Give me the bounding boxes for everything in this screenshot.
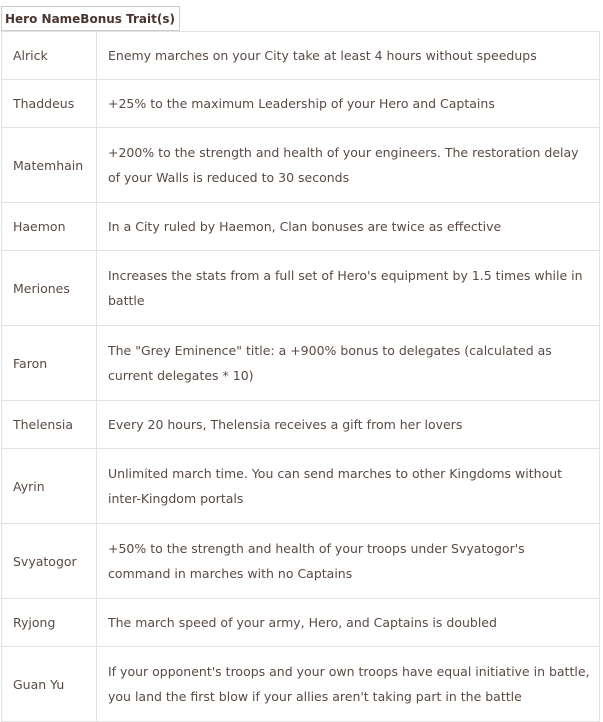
bonus-trait-cell: The "Grey Eminence" title: a +900% bonus to delegates (calculated as current delegates * 10): [97, 326, 600, 401]
table-row: [2, 128, 600, 203]
bonus-trait-cell: If your opponent's troops and your own troops have equal initiative in battle, you land the first blow if your allies aren't taking part in the battle: [97, 647, 600, 722]
hero-name-cell: Thaddeus: [2, 80, 97, 128]
table-row: [2, 203, 600, 251]
table-row: [2, 449, 600, 524]
bonus-trait-cell: +25% to the maximum Leadership of your Hero and Captains: [97, 80, 600, 128]
hero-name-cell: Ryjong: [2, 599, 97, 647]
hero-name-cell: Ayrin: [2, 449, 97, 524]
hero-name-cell: Thelensia: [2, 401, 97, 449]
bonus-trait-cell: Increases the stats from a full set of Hero's equipment by 1.5 times while in battle: [97, 251, 600, 326]
table-row: [2, 251, 600, 326]
hero-name-cell: Faron: [2, 326, 97, 401]
table-row: [2, 647, 600, 722]
bonus-trait-cell: In a City ruled by Haemon, Clan bonuses are twice as effective: [97, 203, 600, 251]
table-row: [2, 32, 600, 80]
table-row: [2, 524, 600, 599]
bonus-trait-cell: Every 20 hours, Thelensia receives a gift from her lovers: [97, 401, 600, 449]
table-row: [2, 326, 600, 401]
table-row: [2, 401, 600, 449]
bonus-trait-cell: +200% to the strength and health of your engineers. The restoration delay of your Walls is reduced to 30 seconds: [97, 128, 600, 203]
hero-traits-table: [1, 31, 600, 722]
hero-name-cell: Meriones: [2, 251, 97, 326]
hero-name-cell: Guan Yu: [2, 647, 97, 722]
bonus-trait-cell: Enemy marches on your City take at least 4 hours without speedups: [97, 32, 600, 80]
bonus-trait-cell: The march speed of your army, Hero, and Captains is doubled: [97, 599, 600, 647]
hero-name-cell: Haemon: [2, 203, 97, 251]
hero-name-cell: Svyatogor: [2, 524, 97, 599]
hero-name-cell: Alrick: [2, 32, 97, 80]
table-row: [2, 599, 600, 647]
table-row: [2, 80, 600, 128]
table-header: Hero NameBonus Trait(s): [1, 6, 180, 31]
bonus-trait-cell: +50% to the strength and health of your troops under Svyatogor's command in marches with no Captains: [97, 524, 600, 599]
hero-name-cell: Matemhain: [2, 128, 97, 203]
bonus-trait-cell: Unlimited march time. You can send marches to other Kingdoms without inter-Kingdom portals: [97, 449, 600, 524]
